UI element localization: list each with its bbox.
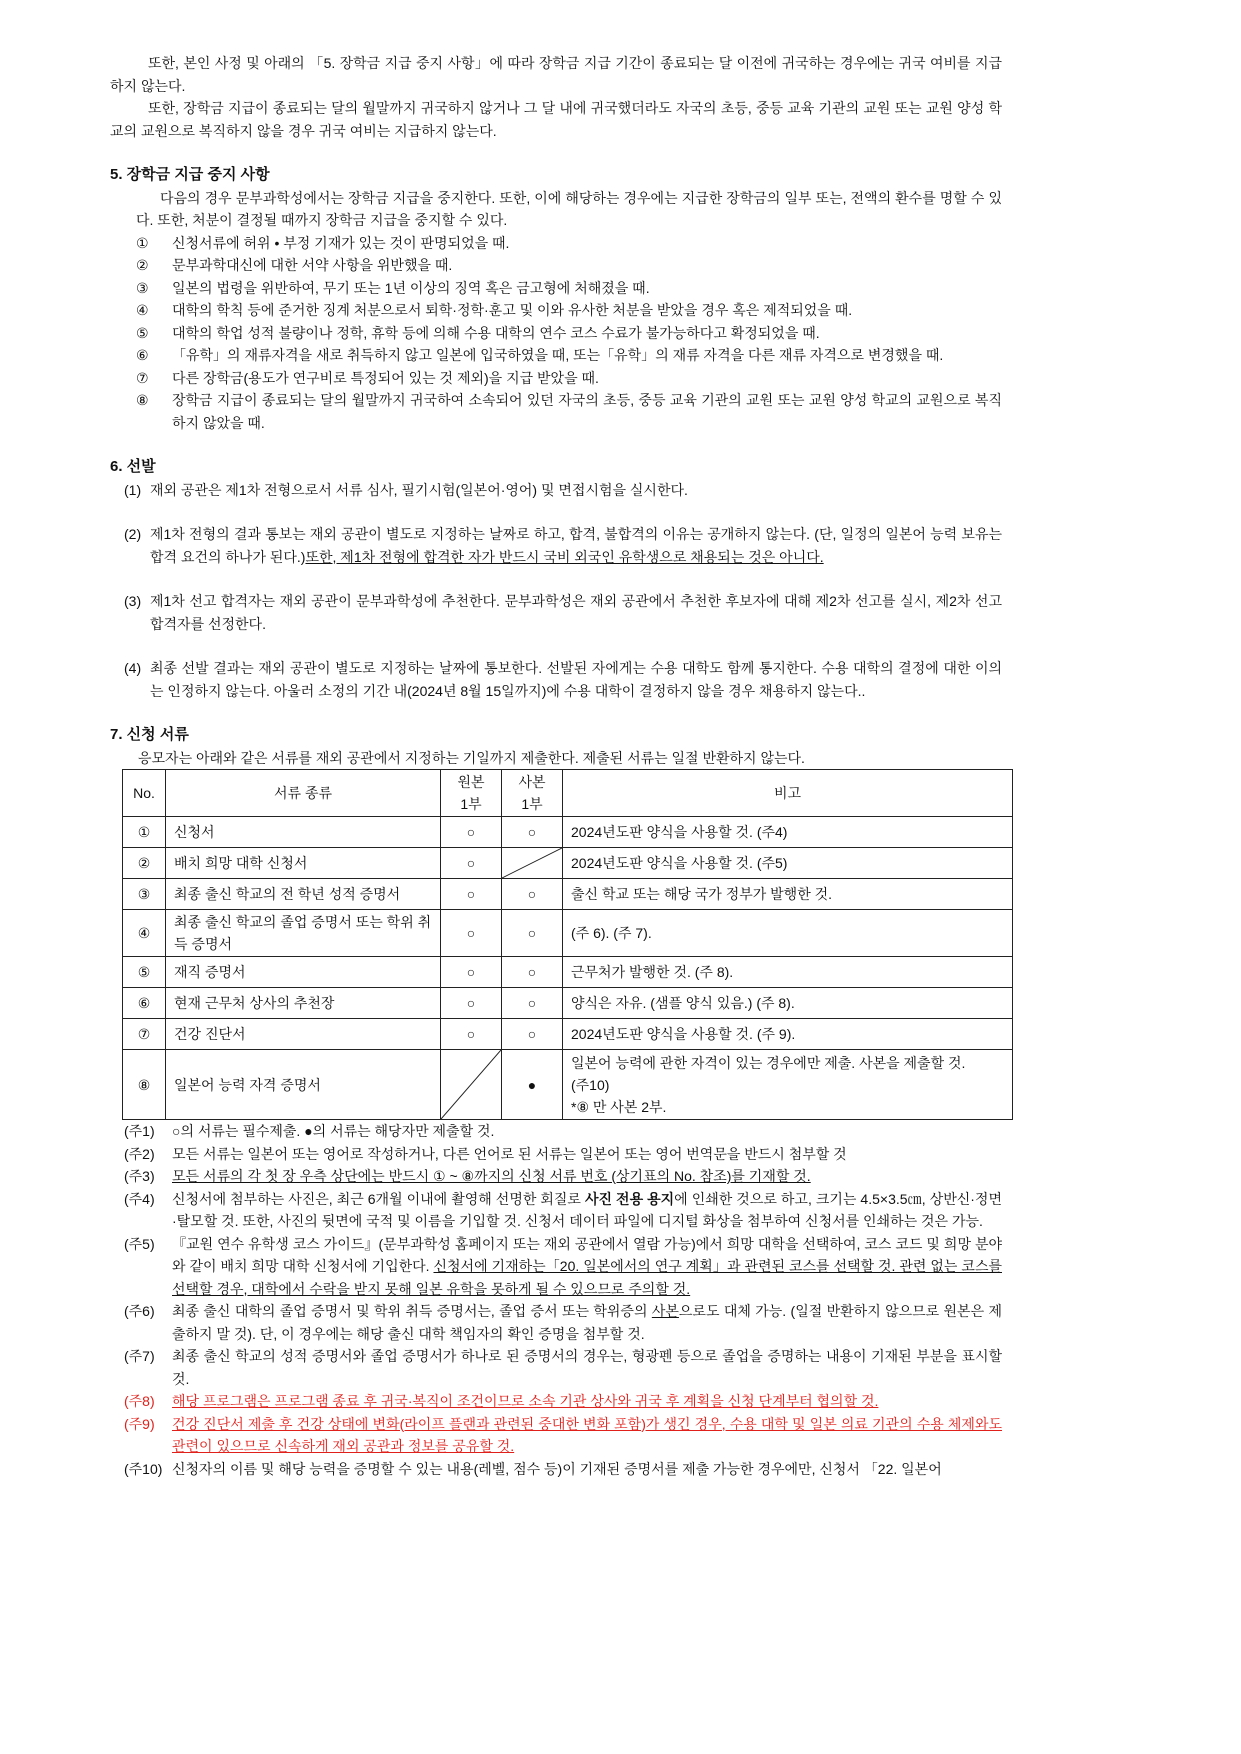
footnote-label: (주5) [124,1235,155,1252]
footnote-label: (주8) [124,1393,155,1409]
row-number: ⑦ [123,1019,166,1050]
section-6-heading: 6. 선발 [110,458,156,475]
footnote-label: (주4) [124,1190,155,1207]
table-row [123,848,1013,879]
selection-item [110,590,1002,635]
item-number: (1) [124,481,142,498]
row-note: 근무처가 발행한 것. (주 8). [563,957,1013,988]
item-number: ② [136,257,149,273]
item-text: 「유학」의 재류자격을 새로 취득하지 않고 일본에 입국하였을 때, 또는「유학」의 재류 자격을 다른 재류 자격으로 변경했을 때. [172,347,944,363]
item-number: ④ [136,302,149,318]
row-number: ⑥ [123,988,166,1019]
document-type: 신청서 [166,817,441,848]
item-number: ⑦ [136,369,149,386]
footnote [110,1458,1002,1481]
copy-mark: ○ [502,957,563,988]
documents-table [122,769,1013,1120]
item-text: 다른 장학금(용도가 연구비로 특정되어 있는 것 제외)을 지급 받았을 때. [172,369,599,386]
original-mark: ○ [441,988,502,1019]
copy-mark: ○ [502,1019,563,1050]
item-underlined-text: 또한, 제1차 전형에 합격한 자가 반드시 국비 외국인 유학생으로 채용되는 것은 아니다. [305,548,824,565]
footnote-underlined-text: 해당 프로그램은 프로그램 종료 후 귀국·복직이 조건이므로 소속 기관 상사와 귀국 후 계획을 신청 단계부터 협의할 것. [172,1393,879,1409]
original-not-required [441,1050,502,1120]
table-row [123,957,1013,988]
copy-mark: ○ [502,910,563,957]
item-text: 장학금 지급이 종료되는 달의 월말까지 귀국하여 소속되어 있던 자국의 초등, 중등 교육 기관의 교원 또는 교원 양성 학교의 교원으로 복직하지 않았을 때. [172,392,1002,431]
footnote-text: 모든 서류는 일본어 또는 영어로 작성하거나, 다른 언어로 된 서류는 일본어 또는 영어 번역문을 반드시 첨부할 것 [172,1145,847,1162]
document-type: 재직 증명서 [166,957,441,988]
footnote-label: (주7) [124,1348,155,1364]
row-number: ⑤ [123,957,166,988]
original-mark: ○ [441,957,502,988]
table-row [123,879,1013,910]
table-row [123,1050,1013,1120]
document-type: 배치 희망 대학 신청서 [166,848,441,879]
copy-mark: ○ [502,988,563,1019]
footnote-label: (주3) [124,1168,155,1184]
row-number: ③ [123,879,166,910]
item-number: ⑧ [136,392,149,408]
footnote [110,1413,1002,1458]
item-text: 대학의 학칙 등에 준거한 징계 처분으로서 퇴학·정학·훈고 및 이와 유사한 처분을 받았을 경우 혹은 제적되었을 때. [172,302,853,318]
notes-list [110,1120,1002,1480]
document-type: 최종 출신 학교의 졸업 증명서 또는 학위 취득 증명서 [166,910,441,957]
footnote-text: ○의 서류는 필수제출. ●의 서류는 해당자만 제출할 것. [172,1123,495,1139]
item-text: 제1차 선고 합격자는 재외 공관이 문부과학성에 추천한다. 문부과학성은 재외 공관에서 추천한 후보자에 대해 제2차 선고를 실시, 제2차 선고 합격자를 선정한다. [150,593,1002,632]
row-note-ref: (주10) [571,1076,610,1093]
item-number: ⑤ [136,324,149,341]
stop-condition-item [110,299,1002,322]
item-text: 제1차 전형의 결과 통보는 재외 공관이 별도로 지정하는 날짜로 하고, 합격, 불합격의 이유는 공개하지 않는다. (단, 일정의 일본어 능력 보유는 합격 요건의 하나가 된다.) [150,526,1002,565]
row-note: 양식은 자유. (샘플 양식 있음.) (주 8). [563,988,1013,1019]
section-5-heading: 5. 장학금 지급 중지 사항 [110,166,270,183]
footnote-text-cont: 으로도 대체 가능. (일절 반환하지 않으므로 원본은 제출하지 말 것). 단, 이 경우에는 해당 출신 대학 책임자의 확인 증명을 첨부할 것. [172,1303,1002,1342]
footnote-label: (주1) [124,1123,155,1139]
stop-condition-item [110,322,1002,345]
footnote-text: 최종 출신 학교의 성적 증명서와 졸업 증명서가 하나로 된 증명서의 경우는, 형광펜 등으로 졸업을 증명하는 내용이 기재된 부분을 표시할 것. [172,1348,1002,1387]
item-text: 대학의 학업 성적 불량이나 정학, 휴학 등에 의해 수용 대학의 연수 코스 수료가 불가능하다고 확정되었을 때. [172,324,820,341]
footnote [110,1300,1002,1345]
intro-paragraph-1: 또한, 본인 사정 및 아래의 「5. 장학금 지급 중지 사항」에 따라 장학금 지급 기간이 종료되는 달 이전에 귀국하는 경우에는 귀국 여비를 지급하지 않는다. [110,55,1002,94]
footnote-label: (주6) [124,1303,155,1319]
document-page [110,52,1002,1480]
item-text: 문부과학대신에 대한 서약 사항을 위반했을 때. [172,257,453,273]
selection-item [110,657,1002,702]
item-number: (4) [124,660,142,676]
item-text: 재외 공관은 제1차 전형으로서 서류 심사, 필기시험(일본어·영어) 및 면접시험을 실시한다. [150,481,688,498]
table-row [123,988,1013,1019]
footnote [110,1165,1002,1188]
row-number: ② [123,848,166,879]
original-mark: ○ [441,910,502,957]
footnote [110,1120,1002,1143]
table-row [123,817,1013,848]
footnote-underlined-text: 신청서에 기재하는「20. 일본에서의 연구 계획」과 관련된 코스를 선택할 것. 관련 없는 코스를 선택할 경우, 대학에서 수락을 받지 못해 일본 유학을 못하게 될 수 있으므로 주의할 것. [172,1258,1002,1297]
stop-condition-item [110,232,1002,255]
table-row [123,910,1013,957]
item-number: ① [136,234,149,251]
copy-mark: ○ [502,817,563,848]
copy-mark: ● [502,1050,563,1120]
footnote-text: 신청자의 이름 및 해당 능력을 증명할 수 있는 내용(레벨, 점수 등)이 기재된 증명서를 제출 가능한 경우에만, 신청서 「22. 일본어 [172,1460,942,1477]
item-number: (3) [124,593,142,609]
item-text: 신청서류에 허위 • 부정 기재가 있는 것이 판명되었을 때. [172,234,510,251]
row-note: 2024년도판 양식을 사용할 것. (주 9). [563,1019,1013,1050]
document-type: 현재 근무처 상사의 추천장 [166,988,441,1019]
intro-paragraph-2: 또한, 장학금 지급이 종료되는 달의 월말까지 귀국하지 않거나 그 달 내에 귀국했더라도 자국의 초등, 중등 교육 기관의 교원 또는 교원 양성 학교의 교원으로 복직하지 않을 경우 귀국 여비는 지급하지 않는다. [110,100,1002,139]
footnote-underlined-text: 모든 서류의 각 첫 장 우측 상단에는 반드시 ① ~ ⑧까지의 신청 서류 번호 (상기표의 No. 참조)를 기재할 것. [172,1168,811,1184]
stop-condition-item [110,344,1002,367]
document-type: 건강 진단서 [166,1019,441,1050]
stop-condition-item [110,277,1002,300]
row-note: 일본어 능력에 관한 자격이 있는 경우에만 제출. 사본을 제출할 것. (주10) *⑧ 만 사본 2부. [563,1050,1013,1120]
header-copy: 사본 1부 [502,770,563,817]
footnote-text-cont: 에 인쇄한 것으로 하고, 크기는 4.5×3.5㎝, 상반신·정면·탈모할 것. 또한, 사진의 뒷면에 국적 및 이름을 기입할 것. 신청서 데이터 파일에 디지털 화상을 첨부하여 신청서를 인쇄하는 것은 가능. [172,1190,1002,1229]
row-note-extra: *⑧ 만 사본 2부. [571,1098,667,1115]
document-type: 최종 출신 학교의 전 학년 성적 증명서 [166,879,441,910]
table-row [123,1019,1013,1050]
original-mark: ○ [441,848,502,879]
footnote-text: 신청서에 첨부하는 사진은, 최근 6개월 이내에 촬영해 선명한 회질로 [172,1190,585,1207]
footnote-underlined-text: 건강 진단서 제출 후 건강 상태에 변화(라이프 플랜과 관련된 중대한 변화 포함)가 생긴 경우, 수용 대학 및 일본 의료 기관의 수용 체제와도 관련이 있으므로 신속하게 재외 공관과 정보를 공유할 것. [172,1415,1002,1454]
selection-item [110,523,1002,568]
stop-condition-item [110,389,1002,434]
footnote [110,1233,1002,1301]
row-note: 출신 학교 또는 해당 국가 정부가 발행한 것. [563,879,1013,910]
footnote-label: (주2) [124,1145,155,1162]
section-7-intro: 응모자는 아래와 같은 서류를 재외 공관에서 지정하는 기일까지 제출한다. 제출된 서류는 일절 반환하지 않는다. [138,749,805,766]
footnote-text: 『교원 연수 유학생 코스 가이드』(문부과학성 홈페이지 또는 재외 공관에서 열람 가능)에서 희망 대학을 선택하여, 코스 코드 및 희망 분야와 같이 배치 희망 대학 신청서에 기입한다. [172,1235,1002,1274]
row-note: 2024년도판 양식을 사용할 것. (주4) [563,817,1013,848]
footnote-underlined-text: 사본 [651,1303,679,1319]
original-mark: ○ [441,817,502,848]
row-number: ⑧ [123,1050,166,1120]
header-note: 비고 [563,770,1013,817]
footnote-bold-text: 사진 전용 용지 [584,1190,675,1207]
header-no: No. [123,770,166,817]
selection-item [110,479,1002,502]
section-7-heading: 7. 신청 서류 [110,726,189,743]
original-mark: ○ [441,1019,502,1050]
copy-mark: ○ [502,879,563,910]
footnote [110,1345,1002,1390]
footnote-label: (주9) [124,1415,155,1432]
header-original: 원본 1부 [441,770,502,817]
section-5-intro: 다음의 경우 문부과학성에서는 장학금 지급을 중지한다. 또한, 이에 해당하는 경우에는 지급한 장학금의 일부 또는, 전액의 환수를 명할 수 있다. 또한, 처분이 결정될 때까지 장학금 지급을 중지할 수 있다. [136,189,1002,228]
not-applicable-slash [502,848,562,878]
item-text: 일본의 법령을 위반하여, 무기 또는 1년 이상의 징역 혹은 금고형에 처해졌을 때. [172,279,650,296]
item-number: ⑥ [136,347,149,363]
section-5-list [110,232,1002,435]
item-number: ③ [136,279,149,296]
header-type: 서류 종류 [166,770,441,817]
item-text: 최종 선발 결과는 재외 공관이 별도로 지정하는 날짜에 통보한다. 선발된 자에게는 수용 대학도 함께 통지한다. 수용 대학의 결정에 대한 이의는 인정하지 않는다. 아울러 소정의 기간 내(2024년 8월 15일까지)에 수용 대학이 결정하지 않을 경우 채용하지 않는다.. [150,660,1002,699]
not-applicable-slash [441,1050,501,1119]
stop-condition-item [110,254,1002,277]
document-type: 일본어 능력 자격 증명서 [166,1050,441,1120]
row-number: ④ [123,910,166,957]
stop-condition-item [110,367,1002,390]
footnote-text: 최종 출신 대학의 졸업 증명서 및 학위 취득 증명서는, 졸업 증서 또는 학위증의 [172,1303,652,1319]
original-mark: ○ [441,879,502,910]
copy-not-required [502,848,563,879]
footnote-label: (주10) [124,1460,163,1477]
row-note: 2024년도판 양식을 사용할 것. (주5) [563,848,1013,879]
footnote [110,1188,1002,1233]
footnote [110,1390,1002,1413]
item-number: (2) [124,526,142,542]
row-number: ① [123,817,166,848]
footnote [110,1143,1002,1166]
row-note: (주 6). (주 7). [563,910,1013,957]
